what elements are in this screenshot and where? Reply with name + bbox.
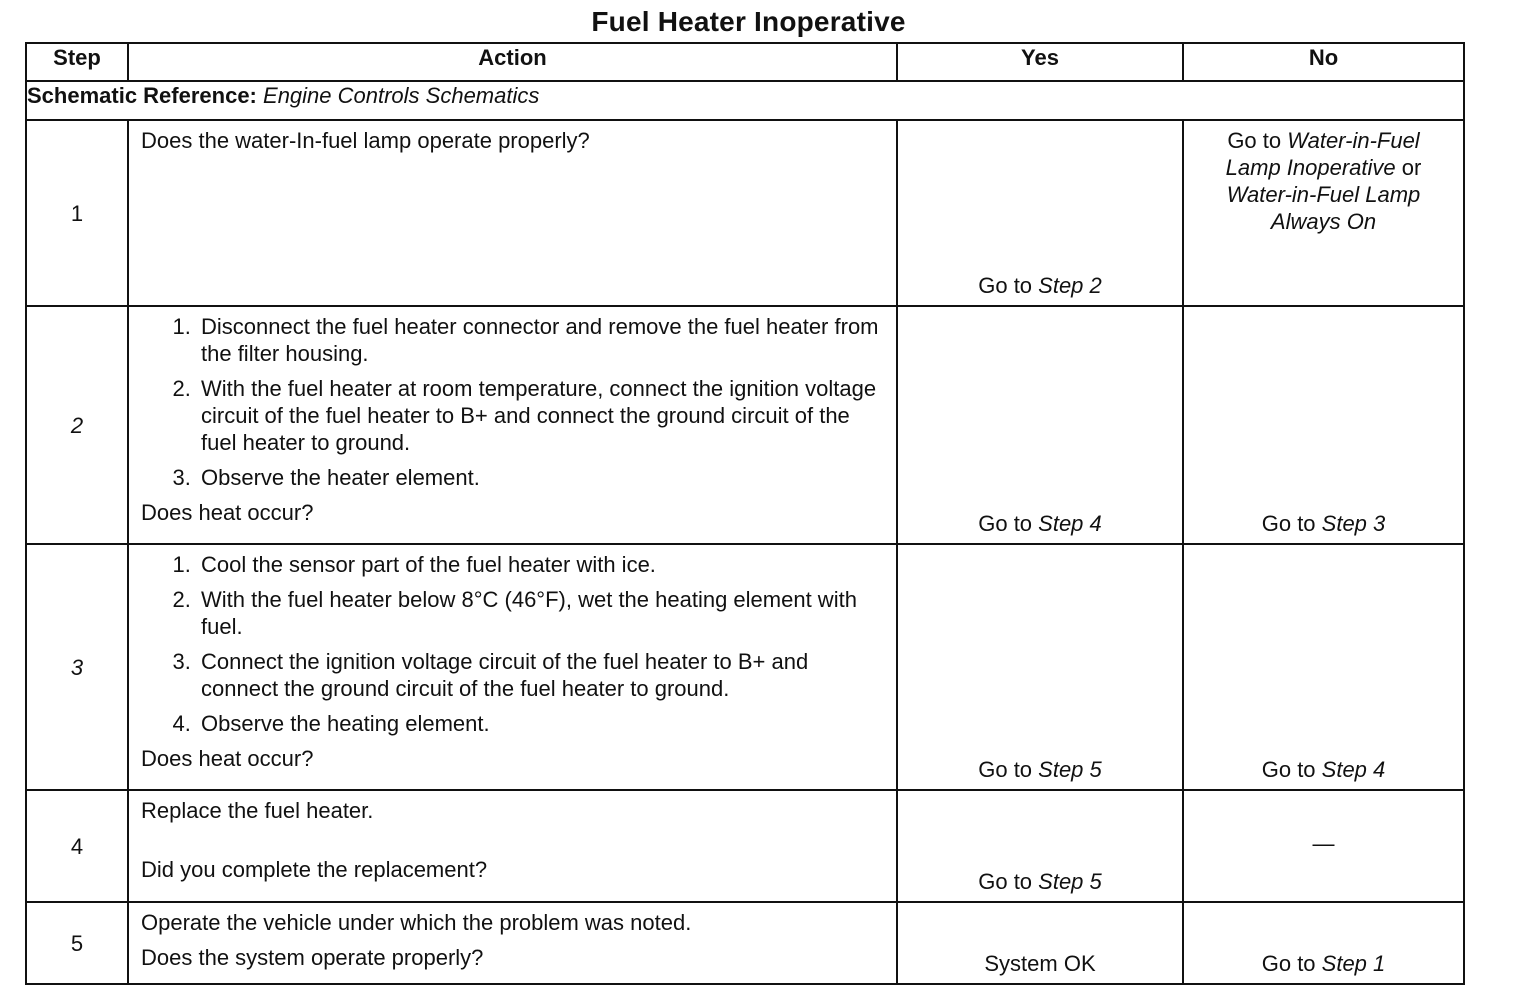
action-cell	[128, 120, 897, 306]
table-row	[26, 306, 1464, 544]
header-no: No	[1183, 43, 1464, 81]
table-row	[26, 902, 1464, 984]
header-action: Action	[128, 43, 897, 81]
no-prefix: Go to	[1261, 757, 1322, 782]
yes-step-link: Step 4	[1038, 511, 1102, 536]
no-cell	[1183, 120, 1464, 306]
no-cell	[1183, 902, 1464, 984]
yes-cell	[897, 306, 1183, 544]
page-title: Fuel Heater Inoperative	[591, 6, 906, 37]
action-question: Did you complete the replacement?	[141, 857, 488, 882]
action-question: Does the water-In-fuel lamp operate properly?	[141, 128, 590, 153]
list-item: 3. Observe the heater element.	[197, 464, 884, 491]
no-step-link: Step 1	[1321, 951, 1386, 976]
list-item: 1. Cool the sensor part of the fuel heater with ice.	[197, 551, 884, 578]
no-or-text: or	[1395, 155, 1422, 180]
list-item: 2. With the fuel heater at room temperature, connect the ignition voltage circuit of the fuel heater to B+ and connect the ground circuit of the fuel heater to ground.	[197, 375, 884, 456]
schematic-reference-value: Engine Controls Schematics	[263, 83, 540, 108]
schematic-reference-label: Schematic Reference:	[27, 83, 257, 108]
list-item: 1. Disconnect the fuel heater connector and remove the fuel heater from the filter housing.	[197, 313, 884, 367]
yes-prefix: Go to	[978, 273, 1039, 298]
no-dash: —	[1312, 830, 1335, 856]
action-list	[141, 313, 884, 491]
header-row	[26, 43, 1464, 81]
step-number: 2	[26, 306, 128, 544]
action-question: Does heat occur?	[141, 746, 314, 771]
header-yes: Yes	[897, 43, 1183, 81]
no-cell	[1183, 544, 1464, 790]
step-number: 1	[26, 120, 128, 306]
action-instruction: Replace the fuel heater.	[141, 798, 374, 823]
no-cell	[1183, 306, 1464, 544]
yes-prefix: Go to	[978, 757, 1039, 782]
no-prefix: Go to	[1227, 128, 1288, 153]
schematic-reference-row	[26, 81, 1464, 120]
action-question: Does heat occur?	[141, 500, 314, 525]
step-number: 3	[26, 544, 128, 790]
step-number: 4	[26, 790, 128, 902]
no-prefix: Go to	[1261, 951, 1322, 976]
yes-cell	[897, 120, 1183, 306]
step-number: 5	[26, 902, 128, 984]
action-cell	[128, 544, 897, 790]
yes-step-link: Step 2	[1038, 273, 1102, 298]
no-cell	[1183, 790, 1464, 902]
list-item: 4. Observe the heating element.	[197, 710, 884, 737]
list-item: 3. Connect the ignition voltage circuit of the fuel heater to B+ and connect the ground circuit of the fuel heater to ground.	[197, 648, 884, 702]
table-row	[26, 544, 1464, 790]
no-step-link: Step 3	[1321, 511, 1386, 536]
yes-cell	[897, 902, 1183, 984]
yes-step-link: Step 5	[1038, 757, 1102, 782]
action-cell	[128, 790, 897, 902]
action-instruction: Operate the vehicle under which the problem was noted.	[141, 910, 692, 935]
table-row	[26, 120, 1464, 306]
action-cell	[128, 902, 897, 984]
table-row	[26, 790, 1464, 902]
yes-prefix: Go to	[978, 869, 1039, 894]
no-link-lamp-inoperative: Water-in-Fuel Lamp Inoperative	[1225, 128, 1420, 180]
list-item: 2. With the fuel heater below 8°C (46°F), wet the heating element with fuel.	[197, 586, 884, 640]
action-question: Does the system operate properly?	[141, 945, 484, 970]
diagnostic-table	[25, 42, 1465, 985]
no-step-link: Step 4	[1321, 757, 1386, 782]
yes-cell	[897, 790, 1183, 902]
header-step: Step	[26, 43, 128, 81]
yes-text: System OK	[984, 951, 1096, 976]
no-link-lamp-always-on: Water-in-Fuel Lamp Always On	[1226, 182, 1421, 234]
schematic-reference	[26, 81, 1464, 120]
yes-prefix: Go to	[978, 511, 1039, 536]
action-cell	[128, 306, 897, 544]
no-prefix: Go to	[1261, 511, 1322, 536]
yes-step-link: Step 5	[1038, 869, 1102, 894]
action-list	[141, 551, 884, 737]
yes-cell	[897, 544, 1183, 790]
